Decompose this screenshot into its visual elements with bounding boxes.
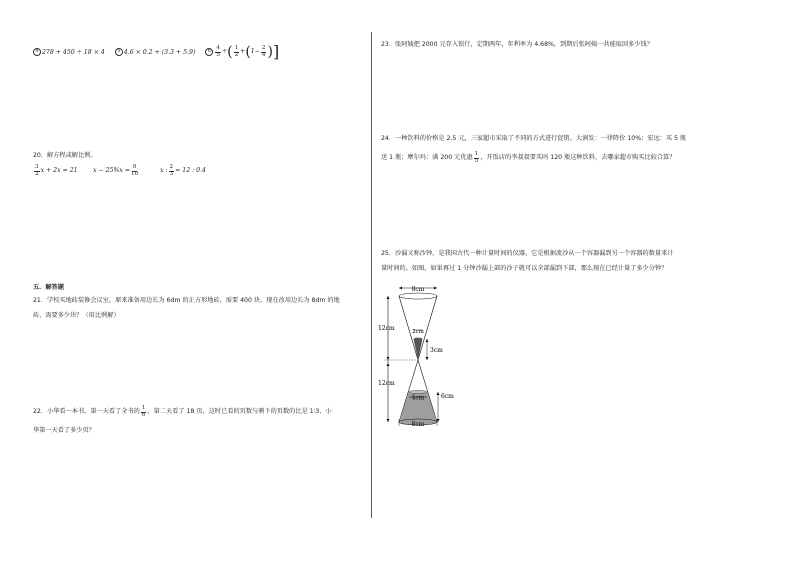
equation-2 — [93, 165, 160, 178]
fraction: $\frac{3}{2}$ — [35, 164, 39, 177]
top-rim — [399, 293, 437, 299]
sand-bottom-height-label: 6cm — [441, 393, 454, 400]
arrow-head — [434, 287, 437, 290]
upper-cone-left — [399, 296, 418, 360]
q22-text: ，第二天看了 18 页，这时已看的页数与剩下的页数的比是 1∶3，小 — [147, 408, 332, 416]
q24-line2 — [381, 152, 675, 165]
equation-3 — [160, 165, 206, 178]
q20-equations — [33, 165, 206, 178]
q19-row — [33, 44, 279, 60]
arrow-head — [426, 357, 429, 360]
circled-number: 6 — [205, 48, 213, 56]
expression: 278 + 450 ÷ 18 × 4 — [42, 48, 105, 56]
lower-height-label: 12cm — [378, 380, 395, 387]
paren-open: ( — [245, 44, 251, 60]
q22-text: 22．小华看一本书，第一天看了全书的 — [33, 408, 140, 416]
circled-number: 4 — [33, 48, 41, 56]
q24-text: 送 1 瓶；摩尔玛：满 200 元优惠 — [381, 154, 473, 162]
q22-line2: 华第一天看了多少页？ — [33, 427, 95, 434]
q21-line1: 21．学校买地砖装修会议室，原来准备用边长为 6dm 的正方形地砖，需要 400 块。现在改用边长为 8dm 的地 — [33, 297, 340, 304]
arrow-head — [399, 287, 402, 290]
equation-text: x − 25%x = — [93, 167, 131, 175]
arrow-head — [387, 363, 390, 366]
q19-item-6 — [205, 44, 279, 60]
circled-number: 5 — [115, 48, 123, 56]
fraction: $\frac{1}{2}$ — [234, 44, 239, 58]
q19-item-4 — [33, 48, 105, 56]
q20-title: 20．解方程或解比例。 — [33, 152, 97, 159]
sand-bottom-width-label: 4cm — [411, 394, 425, 402]
column-divider — [371, 32, 372, 518]
operator: − — [254, 47, 260, 55]
hourglass-figure — [366, 282, 466, 427]
q24-text: ，开饭店的李叔叔要买吗 120 瓶这种饮料，去哪家超市购买比较合算？ — [480, 154, 676, 162]
arrow-head — [437, 392, 440, 395]
q19-item-5 — [115, 48, 196, 56]
equation-text: = 12 : 0.4 — [175, 167, 206, 175]
fraction: $\frac{2}{3}$ — [169, 164, 174, 177]
sand-top-width-label: 2cm — [412, 329, 424, 335]
arrow-head — [387, 419, 390, 422]
fraction: $\frac{1}{6}$ — [141, 405, 146, 418]
operator: ÷ — [221, 47, 228, 55]
equation-1 — [33, 165, 93, 178]
arrow-head — [426, 339, 429, 342]
expression: 4.6 × 0.2 + (3.3 + 5.9) — [123, 48, 196, 56]
sand-top-height-label: 3cm — [430, 347, 443, 354]
bracket-close: ] — [272, 42, 280, 61]
operator: + — [240, 47, 246, 55]
equation-text: x + 2x = 21 — [40, 167, 78, 175]
section-title: 五．解答题 — [33, 284, 64, 291]
arrow-head — [387, 357, 390, 360]
q25-line2: 量时间的。如图，如果再过 1 分钟沙漏上部的沙子就可以全部漏到下部，那么现在已经计量了多少分钟？ — [381, 265, 668, 272]
q22-line1 — [33, 406, 332, 419]
arrow-head — [387, 296, 390, 299]
bottom-width-label: 8cm — [411, 421, 425, 427]
q24-line1: 24．一种饮料的价格是 2.5 元，三家超市采取了不同的方式进行促销。大润发：一律降价 10%；宏远：买 5 瓶 — [381, 135, 687, 142]
q23-text: 23．张阿姨把 2000 元存入银行，定期两年，年利率为 4.68%，到期后张阿姨一共能取回多少钱？ — [381, 41, 653, 48]
equation-text: x : — [160, 167, 168, 175]
q21-line2: 砖，需要多少块？（用比例解） — [33, 312, 120, 319]
bottom-sand-surface — [409, 390, 427, 393]
paren-open: ( — [227, 44, 233, 60]
top-width-label: 8cm — [411, 286, 425, 293]
fraction: $\frac{1}{5}$ — [474, 151, 479, 164]
number: 1 — [250, 47, 255, 55]
fraction: $\frac{2}{4}$ — [261, 44, 266, 58]
paren-close: ) — [267, 44, 273, 60]
q25-line1: 25．沙漏又称沙钟，是我国古代一种计量时间的仪器，它是根据流沙从一个容器漏到另一个容器的数量来计 — [381, 250, 674, 257]
upper-height-label: 12cm — [378, 325, 395, 332]
fraction: $\frac{9}{10}$ — [131, 164, 139, 177]
fraction: $\frac{4}{5}$ — [216, 44, 220, 58]
